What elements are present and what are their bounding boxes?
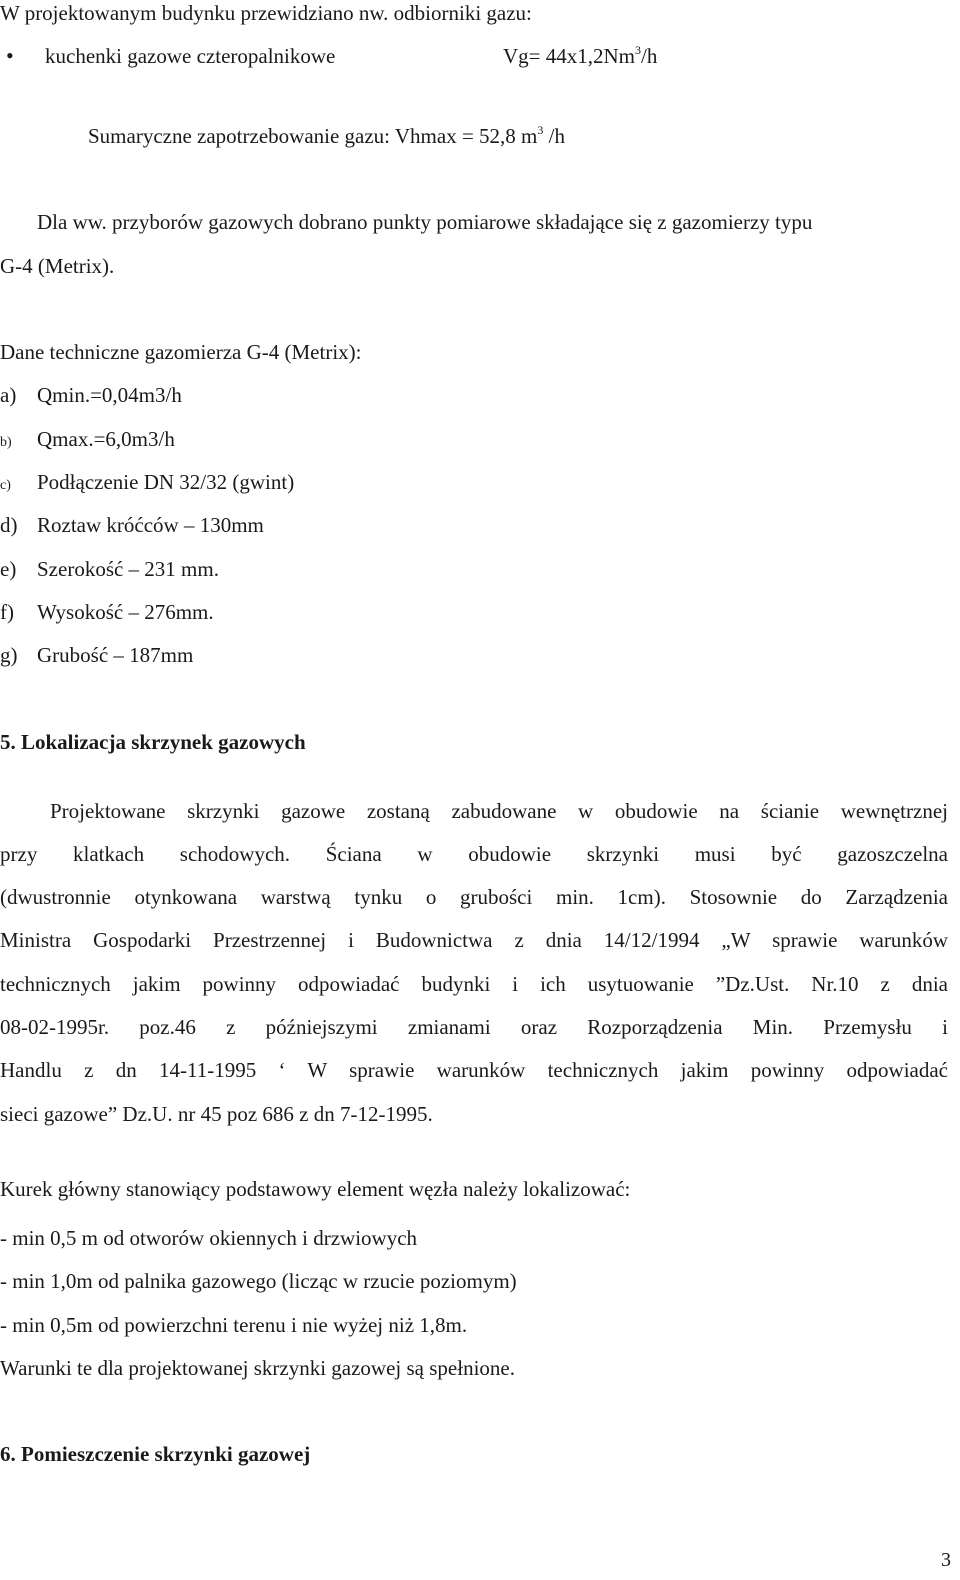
section-5-paragraph-line: (dwustronnie otynkowana warstwą tynku o grubości min. 1cm). Stosownie do Zarządzenia xyxy=(0,885,948,909)
section-5-paragraph-line: przy klatkach schodowych. Ściana w obudowie skrzynki musi być gazoszczelna xyxy=(0,842,948,866)
main-valve-requirement: - min 1,0m od palnika gazowego (licząc w rzucie poziomym) xyxy=(0,1269,517,1293)
intro-text: W projektowanym budynku przewidziano nw. odbiorniki gazu: xyxy=(0,1,532,25)
tech-list-item: c) Podłączenie DN 32/32 (gwint) xyxy=(0,470,295,494)
main-valve-requirement: - min 0,5 m od otworów okiennych i drzwiowych xyxy=(0,1226,418,1250)
bullet-list-item xyxy=(0,43,335,69)
section-5-paragraph-line: Handlu z dn 14-11-1995 ‘ W sprawie warunków technicznych jakim powinny odpowiadać xyxy=(0,1058,948,1082)
section-5-paragraph-line: Projektowane skrzynki gazowe zostaną zabudowane w obudowie na ścianie wewnętrznej xyxy=(50,799,948,823)
section-5-paragraph-line: 08-02-1995r. poz.46 z późniejszymi zmianami oraz Rozporządzenia Min. Przemysłu i xyxy=(0,1015,948,1039)
main-valve-requirement: - min 0,5m od powierzchni terenu i nie wyżej niż 1,8m. xyxy=(0,1313,468,1337)
section-6-heading: 6. Pomieszczenie skrzynki gazowej xyxy=(0,1442,311,1466)
tech-list-item: f) Wysokość – 276mm. xyxy=(0,600,214,624)
section-5-paragraph-line: technicznych jakim powinny odpowiadać budynki i ich usytuowanie ”Dz.Ust. Nr.10 z dnia xyxy=(0,972,948,996)
tech-data-heading: Dane techniczne gazomierza G-4 (Metrix): xyxy=(0,340,362,364)
main-valve-intro: Kurek główny stanowiący podstawowy element węzła należy lokalizować: xyxy=(0,1177,631,1201)
bullet-icon: • xyxy=(6,43,14,68)
section-5-paragraph-line: sieci gazowe” Dz.U. nr 45 poz 686 z dn 7-12-1995. xyxy=(0,1102,433,1126)
gas-demand-summary: Sumaryczne zapotrzebowanie gazu: Vhmax = 52,8 $m^3$ /h xyxy=(88,123,565,148)
meter-paragraph-line: Dla ww. przyborów gazowych dobrano punkty pomiarowe składające się z gazomierzy typu xyxy=(37,210,813,234)
requirements-conclusion: Warunki te dla projektowanej skrzynki gazowej są spełnione. xyxy=(0,1356,515,1380)
page-number: 3 xyxy=(941,1549,951,1571)
tech-list-item: b) Qmax.=6,0m3/h xyxy=(0,427,175,451)
section-5-paragraph-line: Ministra Gospodarki Przestrzennej i Budownictwa z dnia 14/12/1994 „W sprawie warunków xyxy=(0,928,948,952)
tech-list-item: e) Szerokość – 231 mm. xyxy=(0,557,219,581)
tech-list-item: d) Roztaw króćców – 130mm xyxy=(0,513,264,537)
meter-paragraph-line: G-4 (Metrix). xyxy=(0,254,115,278)
appliance-name: kuchenki gazowe czteropalnikowe xyxy=(45,44,336,68)
appliance-flow-value: $Vg= 44x1,2Nm^3/h$ xyxy=(503,43,658,68)
tech-list-item: a) Qmin.=0,04m3/h xyxy=(0,383,182,407)
tech-list-item: g) Grubość – 187mm xyxy=(0,643,194,667)
section-5-heading: 5. Lokalizacja skrzynek gazowych xyxy=(0,730,306,754)
